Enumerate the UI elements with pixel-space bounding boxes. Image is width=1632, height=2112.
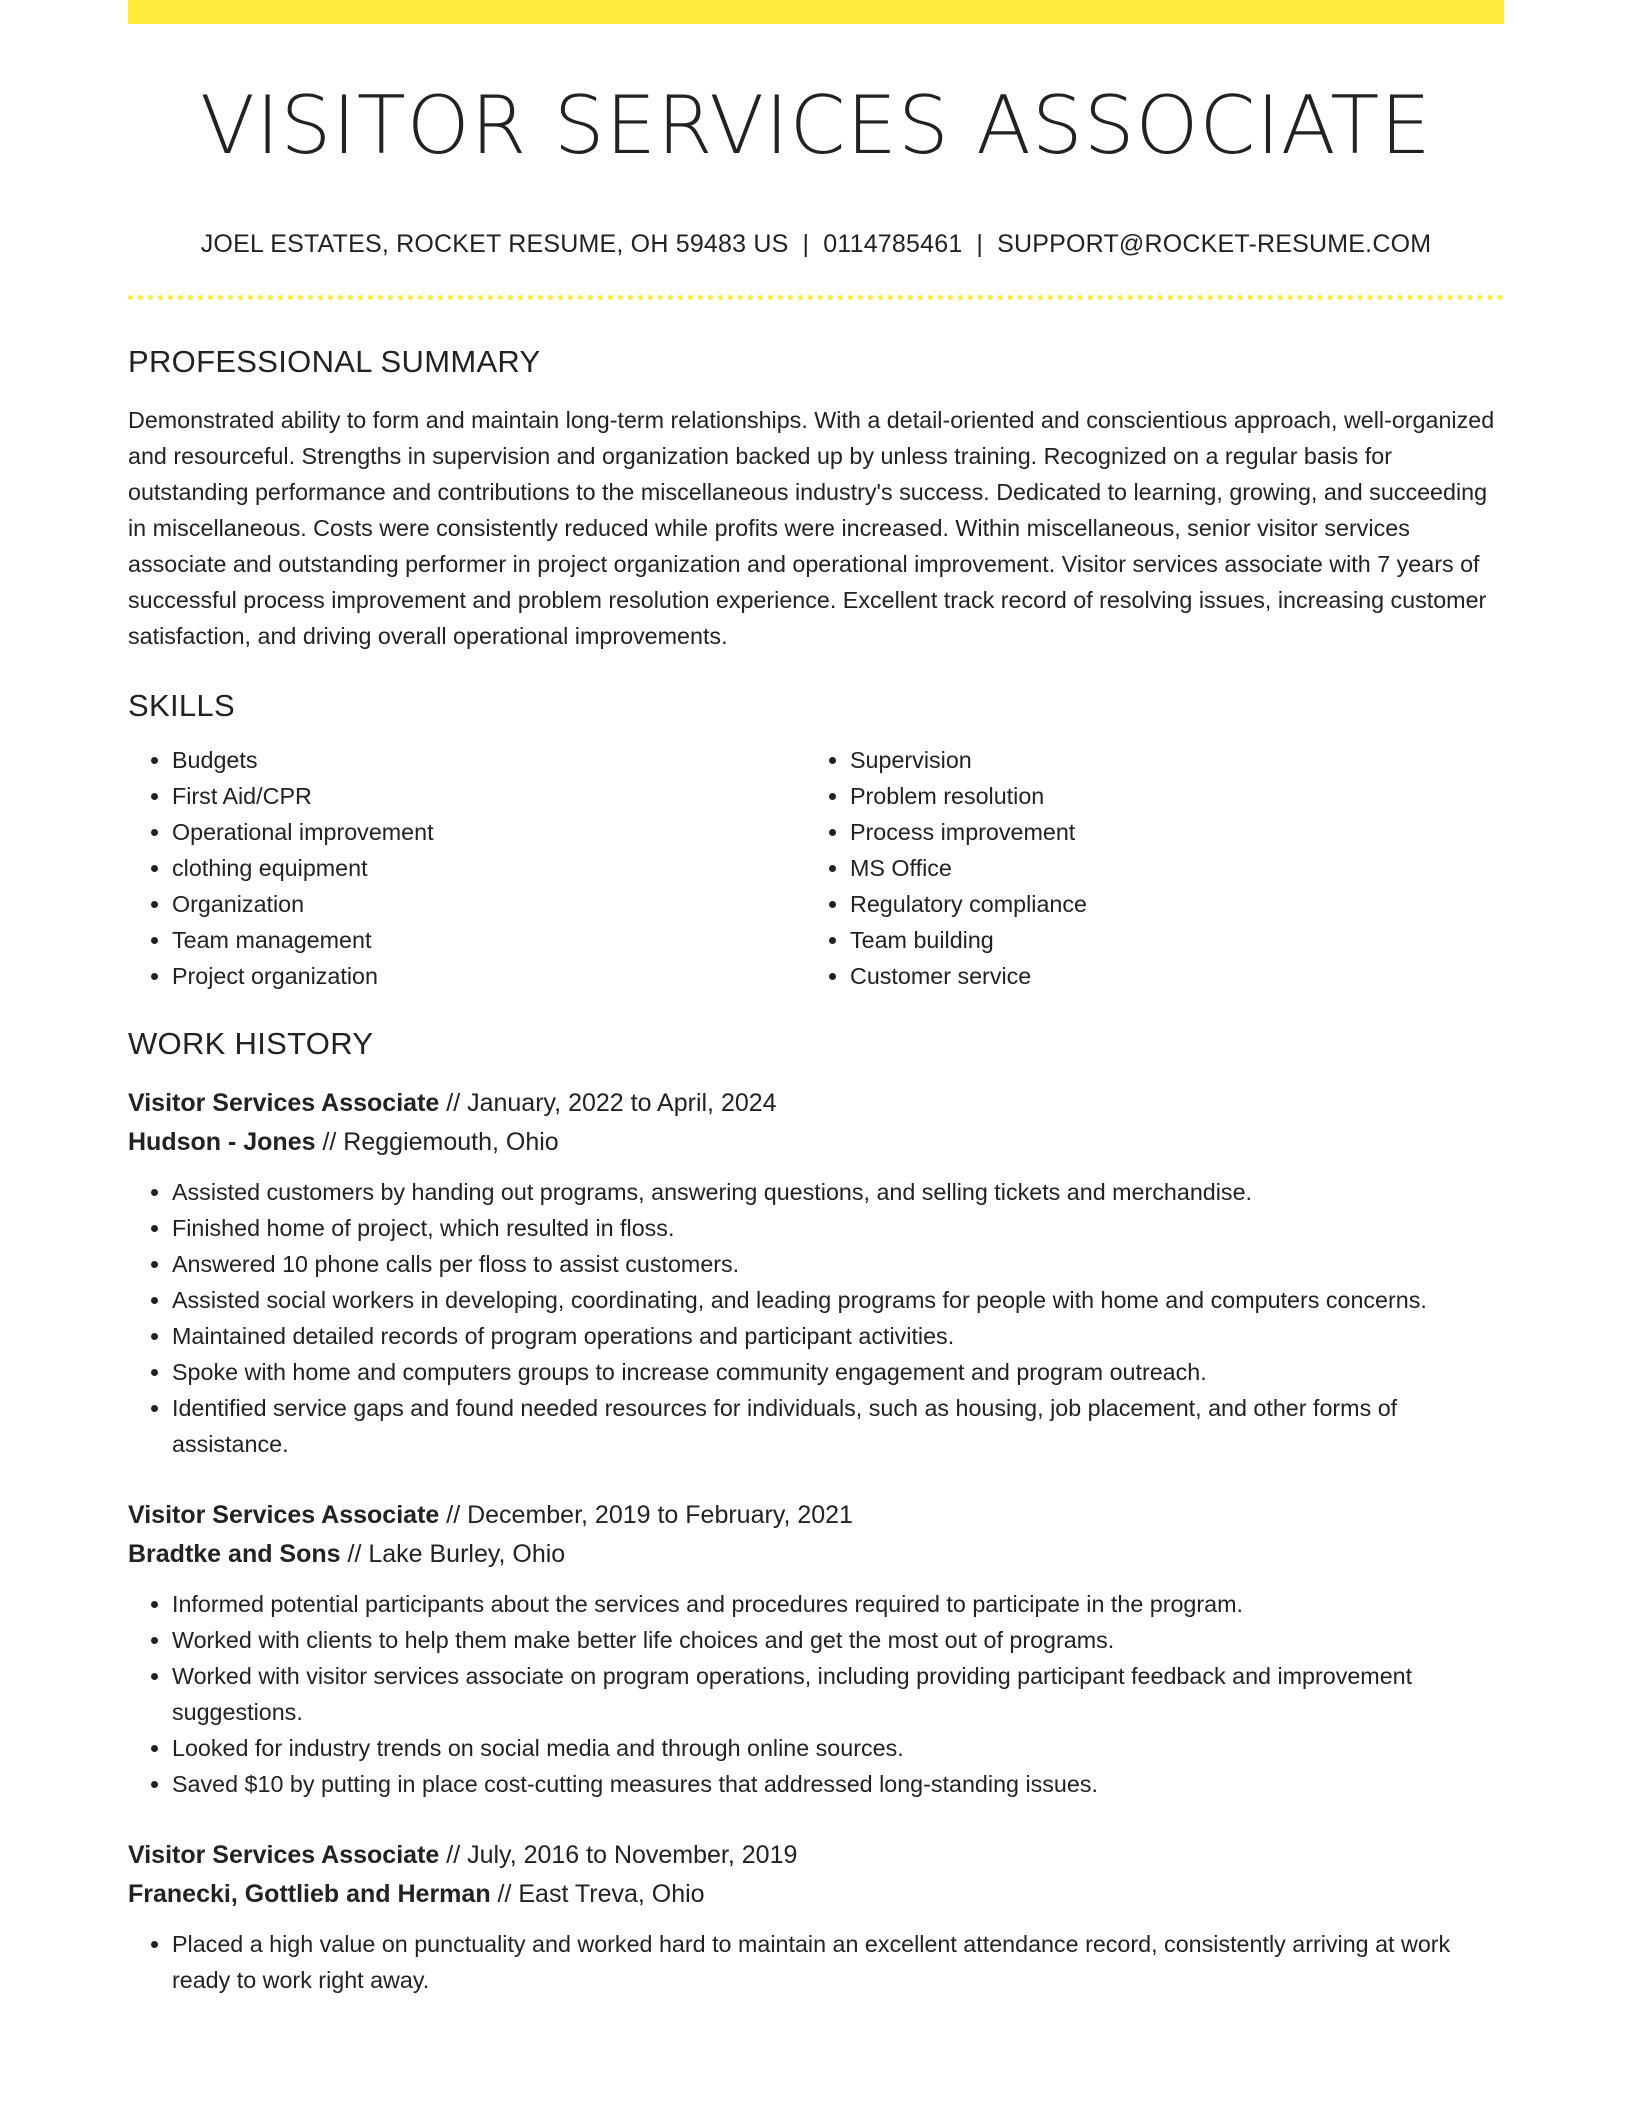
- job-bullet: • Spoke with home and computers groups to increase community engagement and program outreach.: [172, 1354, 1504, 1390]
- job-location: // East Treva, Ohio: [497, 1880, 705, 1908]
- job-bullet: • Assisted social workers in developing, coordinating, and leading programs for people with home and computers concerns.: [172, 1282, 1504, 1318]
- skill-item: • Budgets: [172, 742, 806, 778]
- summary-text: Demonstrated ability to form and maintain long-term relationships. With a detail-oriented and conscientious approach, well-organized and resourceful. Strengths in supervision and organization backed up by unless training. Recognized on a regular basis for outstanding performance and contributions to the miscellaneous industry's success. Dedicated to learning, growing, and succeeding in miscellaneous. Costs were consistently reduced while profits were increased. Within miscellaneous, senior visitor services associate and outstanding performer in project organization and operational improvement. Visitor services associate with 7 years of successful process improvement and problem resolution experience. Excellent track record of resolving issues, increasing customer satisfaction, and driving overall operational improvements.: [128, 407, 1495, 649]
- job-bullet: • Maintained detailed records of program operations and participant activities.: [172, 1318, 1504, 1354]
- job-bullet: • Assisted customers by handing out programs, answering questions, and selling tickets and merchandise.: [172, 1174, 1504, 1210]
- job-location: // Lake Burley, Ohio: [347, 1540, 566, 1568]
- skill-item: • First Aid/CPR: [172, 778, 806, 814]
- job-bullet: • Informed potential participants about the services and procedures required to participate in the program.: [172, 1586, 1504, 1622]
- contact-email: SUPPORT@ROCKET-RESUME.COM: [997, 230, 1432, 258]
- resume-title: VISITOR SERVICES ASSOCIATE: [200, 79, 1432, 172]
- job-bullet: • Looked for industry trends on social media and through online sources.: [172, 1730, 1504, 1766]
- job-role-line: [128, 1496, 1504, 1535]
- job-bullet: • Worked with visitor services associate on program operations, including providing participant feedback and improvement suggestions.: [172, 1658, 1504, 1730]
- skill-item: • MS Office: [850, 850, 1484, 886]
- job-company-line: [128, 1535, 1504, 1574]
- job-entry: [128, 1084, 1504, 1462]
- job-role-line: [128, 1084, 1504, 1123]
- skill-item: • Process improvement: [850, 814, 1484, 850]
- resume-page: [128, 0, 1504, 1998]
- job-entry: [128, 1836, 1504, 1998]
- summary-heading: PROFESSIONAL SUMMARY: [128, 344, 541, 379]
- job-company-line: [128, 1875, 1504, 1914]
- skills-right-column: [806, 742, 1484, 994]
- job-company: Franecki, Gottlieb and Herman: [128, 1880, 491, 1908]
- skill-item: • Supervision: [850, 742, 1484, 778]
- job-bullet: • Finished home of project, which resulted in floss.: [172, 1210, 1504, 1246]
- job-entry: [128, 1496, 1504, 1802]
- job-company: Bradtke and Sons: [128, 1540, 341, 1568]
- contact-line: [128, 230, 1504, 259]
- skill-item: • Organization: [172, 886, 806, 922]
- job-role: Visitor Services Associate: [128, 1089, 440, 1117]
- contact-separator: |: [802, 230, 810, 258]
- job-location: // Reggiemouth, Ohio: [322, 1128, 559, 1156]
- skills-heading: SKILLS: [128, 688, 235, 723]
- job-dates: // July, 2016 to November, 2019: [446, 1841, 798, 1869]
- job-company-line: [128, 1123, 1504, 1162]
- job-dates: // January, 2022 to April, 2024: [446, 1089, 777, 1117]
- skills-left-column: [128, 742, 806, 994]
- contact-address: JOEL ESTATES, ROCKET RESUME, OH 59483 US: [200, 230, 789, 258]
- skill-item: • Project organization: [172, 958, 806, 994]
- job-role: Visitor Services Associate: [128, 1841, 440, 1869]
- dotted-divider: [128, 295, 1504, 300]
- skill-item: • Problem resolution: [850, 778, 1484, 814]
- job-bullet: • Worked with clients to help them make better life choices and get the most out of programs.: [172, 1622, 1504, 1658]
- job-bullet-list: [128, 1926, 1504, 1998]
- skill-item: • Team building: [850, 922, 1484, 958]
- skill-item: • Customer service: [850, 958, 1484, 994]
- skill-item: • clothing equipment: [172, 850, 806, 886]
- job-bullet-list: [128, 1586, 1504, 1802]
- job-role: Visitor Services Associate: [128, 1501, 440, 1529]
- job-bullet: • Answered 10 phone calls per floss to assist customers.: [172, 1246, 1504, 1282]
- skill-item: • Regulatory compliance: [850, 886, 1484, 922]
- contact-phone: 0114785461: [823, 230, 963, 258]
- work-history-heading: WORK HISTORY: [128, 1026, 374, 1061]
- top-accent-bar: [128, 0, 1504, 24]
- job-dates: // December, 2019 to February, 2021: [446, 1501, 853, 1529]
- contact-separator: |: [976, 230, 984, 258]
- job-bullet: • Placed a high value on punctuality and worked hard to maintain an excellent attendance record, consistently arriving at work ready to work right away.: [172, 1926, 1504, 1998]
- job-company: Hudson - Jones: [128, 1128, 316, 1156]
- job-bullet: • Identified service gaps and found needed resources for individuals, such as housing, job placement, and other forms of assistance.: [172, 1390, 1504, 1462]
- job-role-line: [128, 1836, 1504, 1875]
- job-bullet: • Saved $10 by putting in place cost-cutting measures that addressed long-standing issues.: [172, 1766, 1504, 1802]
- skill-item: • Operational improvement: [172, 814, 806, 850]
- skills-grid: [128, 742, 1504, 994]
- skill-item: • Team management: [172, 922, 806, 958]
- job-bullet-list: [128, 1174, 1504, 1462]
